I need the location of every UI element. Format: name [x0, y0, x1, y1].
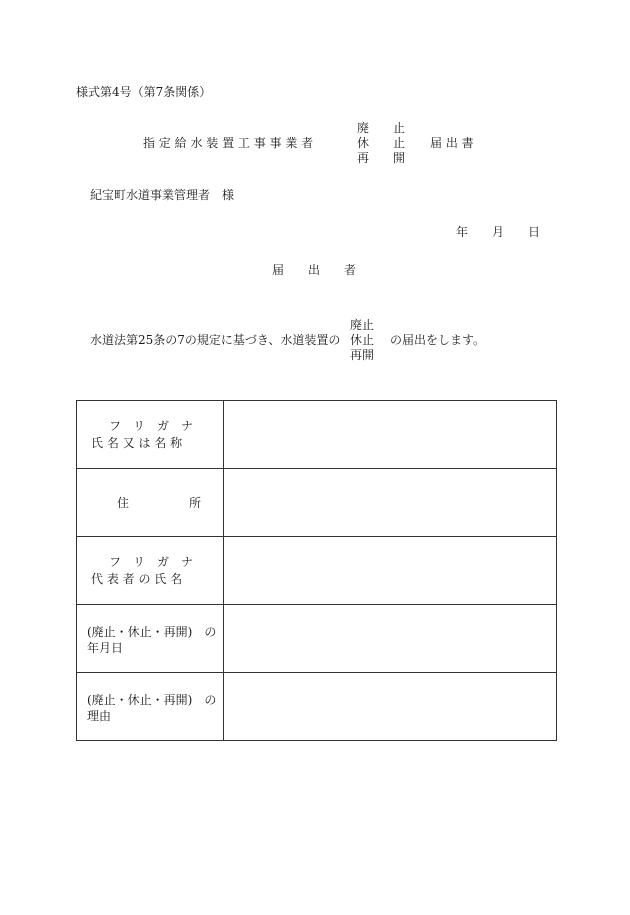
date-year-label: 年 — [456, 225, 469, 239]
table-row — [77, 673, 557, 741]
reason-field[interactable] — [224, 673, 557, 741]
reason-label-line2: 理由 — [87, 709, 112, 723]
title-option-resume: 再 開 — [357, 151, 406, 165]
change-date-field[interactable] — [224, 605, 557, 673]
form-number: 様式第4号（第7条関係） — [76, 85, 212, 99]
furigana-label: フ リ ガ ナ — [109, 555, 194, 569]
representative-name-label: 代 表 者 の 氏 名 — [91, 572, 183, 586]
change-date-label-line1: (廃止・休止・再開) の — [87, 625, 217, 639]
statement-option-resume: 再開 — [350, 348, 375, 362]
address-field[interactable] — [224, 469, 557, 537]
submitter-label: 届 出 者 — [272, 263, 357, 277]
table-row — [77, 401, 557, 469]
table-row — [77, 605, 557, 673]
furigana-name-label-cell — [77, 401, 224, 469]
reason-label-line1: (廃止・休止・再開) の — [87, 693, 217, 707]
representative-name-field[interactable] — [224, 537, 557, 605]
address-label: 住 所 — [117, 496, 202, 510]
table-row — [77, 469, 557, 537]
table-row — [77, 537, 557, 605]
address-label-cell — [77, 469, 224, 537]
date-day-label: 日 — [528, 225, 541, 239]
title-option-abolish: 廃 止 — [357, 121, 406, 135]
representative-label-cell — [77, 537, 224, 605]
statement-option-abolish: 廃止 — [350, 318, 375, 332]
statement-prefix: 水道法第25条の7の規定に基づき、水道装置の — [90, 333, 341, 347]
date-label-cell — [77, 605, 224, 673]
furigana-label: フ リ ガ ナ — [109, 419, 194, 433]
document-title: 指 定 給 水 装 置 工 事 事 業 者 — [143, 136, 314, 150]
statement-option-suspend: 休止 — [350, 333, 375, 347]
date-month-label: 月 — [492, 225, 505, 239]
reason-label-cell — [77, 673, 224, 741]
title-suffix: 届 出 書 — [430, 136, 474, 150]
statement-suffix: の届出をします。 — [390, 333, 486, 347]
title-option-suspend: 休 止 — [357, 136, 406, 150]
addressee: 紀宝町水道事業管理者 様 — [90, 188, 235, 202]
notification-form-table — [76, 400, 557, 741]
name-label: 氏 名 又 は 名 称 — [91, 436, 183, 450]
name-field[interactable] — [224, 401, 557, 469]
change-date-label-line2: 年月日 — [87, 641, 124, 655]
